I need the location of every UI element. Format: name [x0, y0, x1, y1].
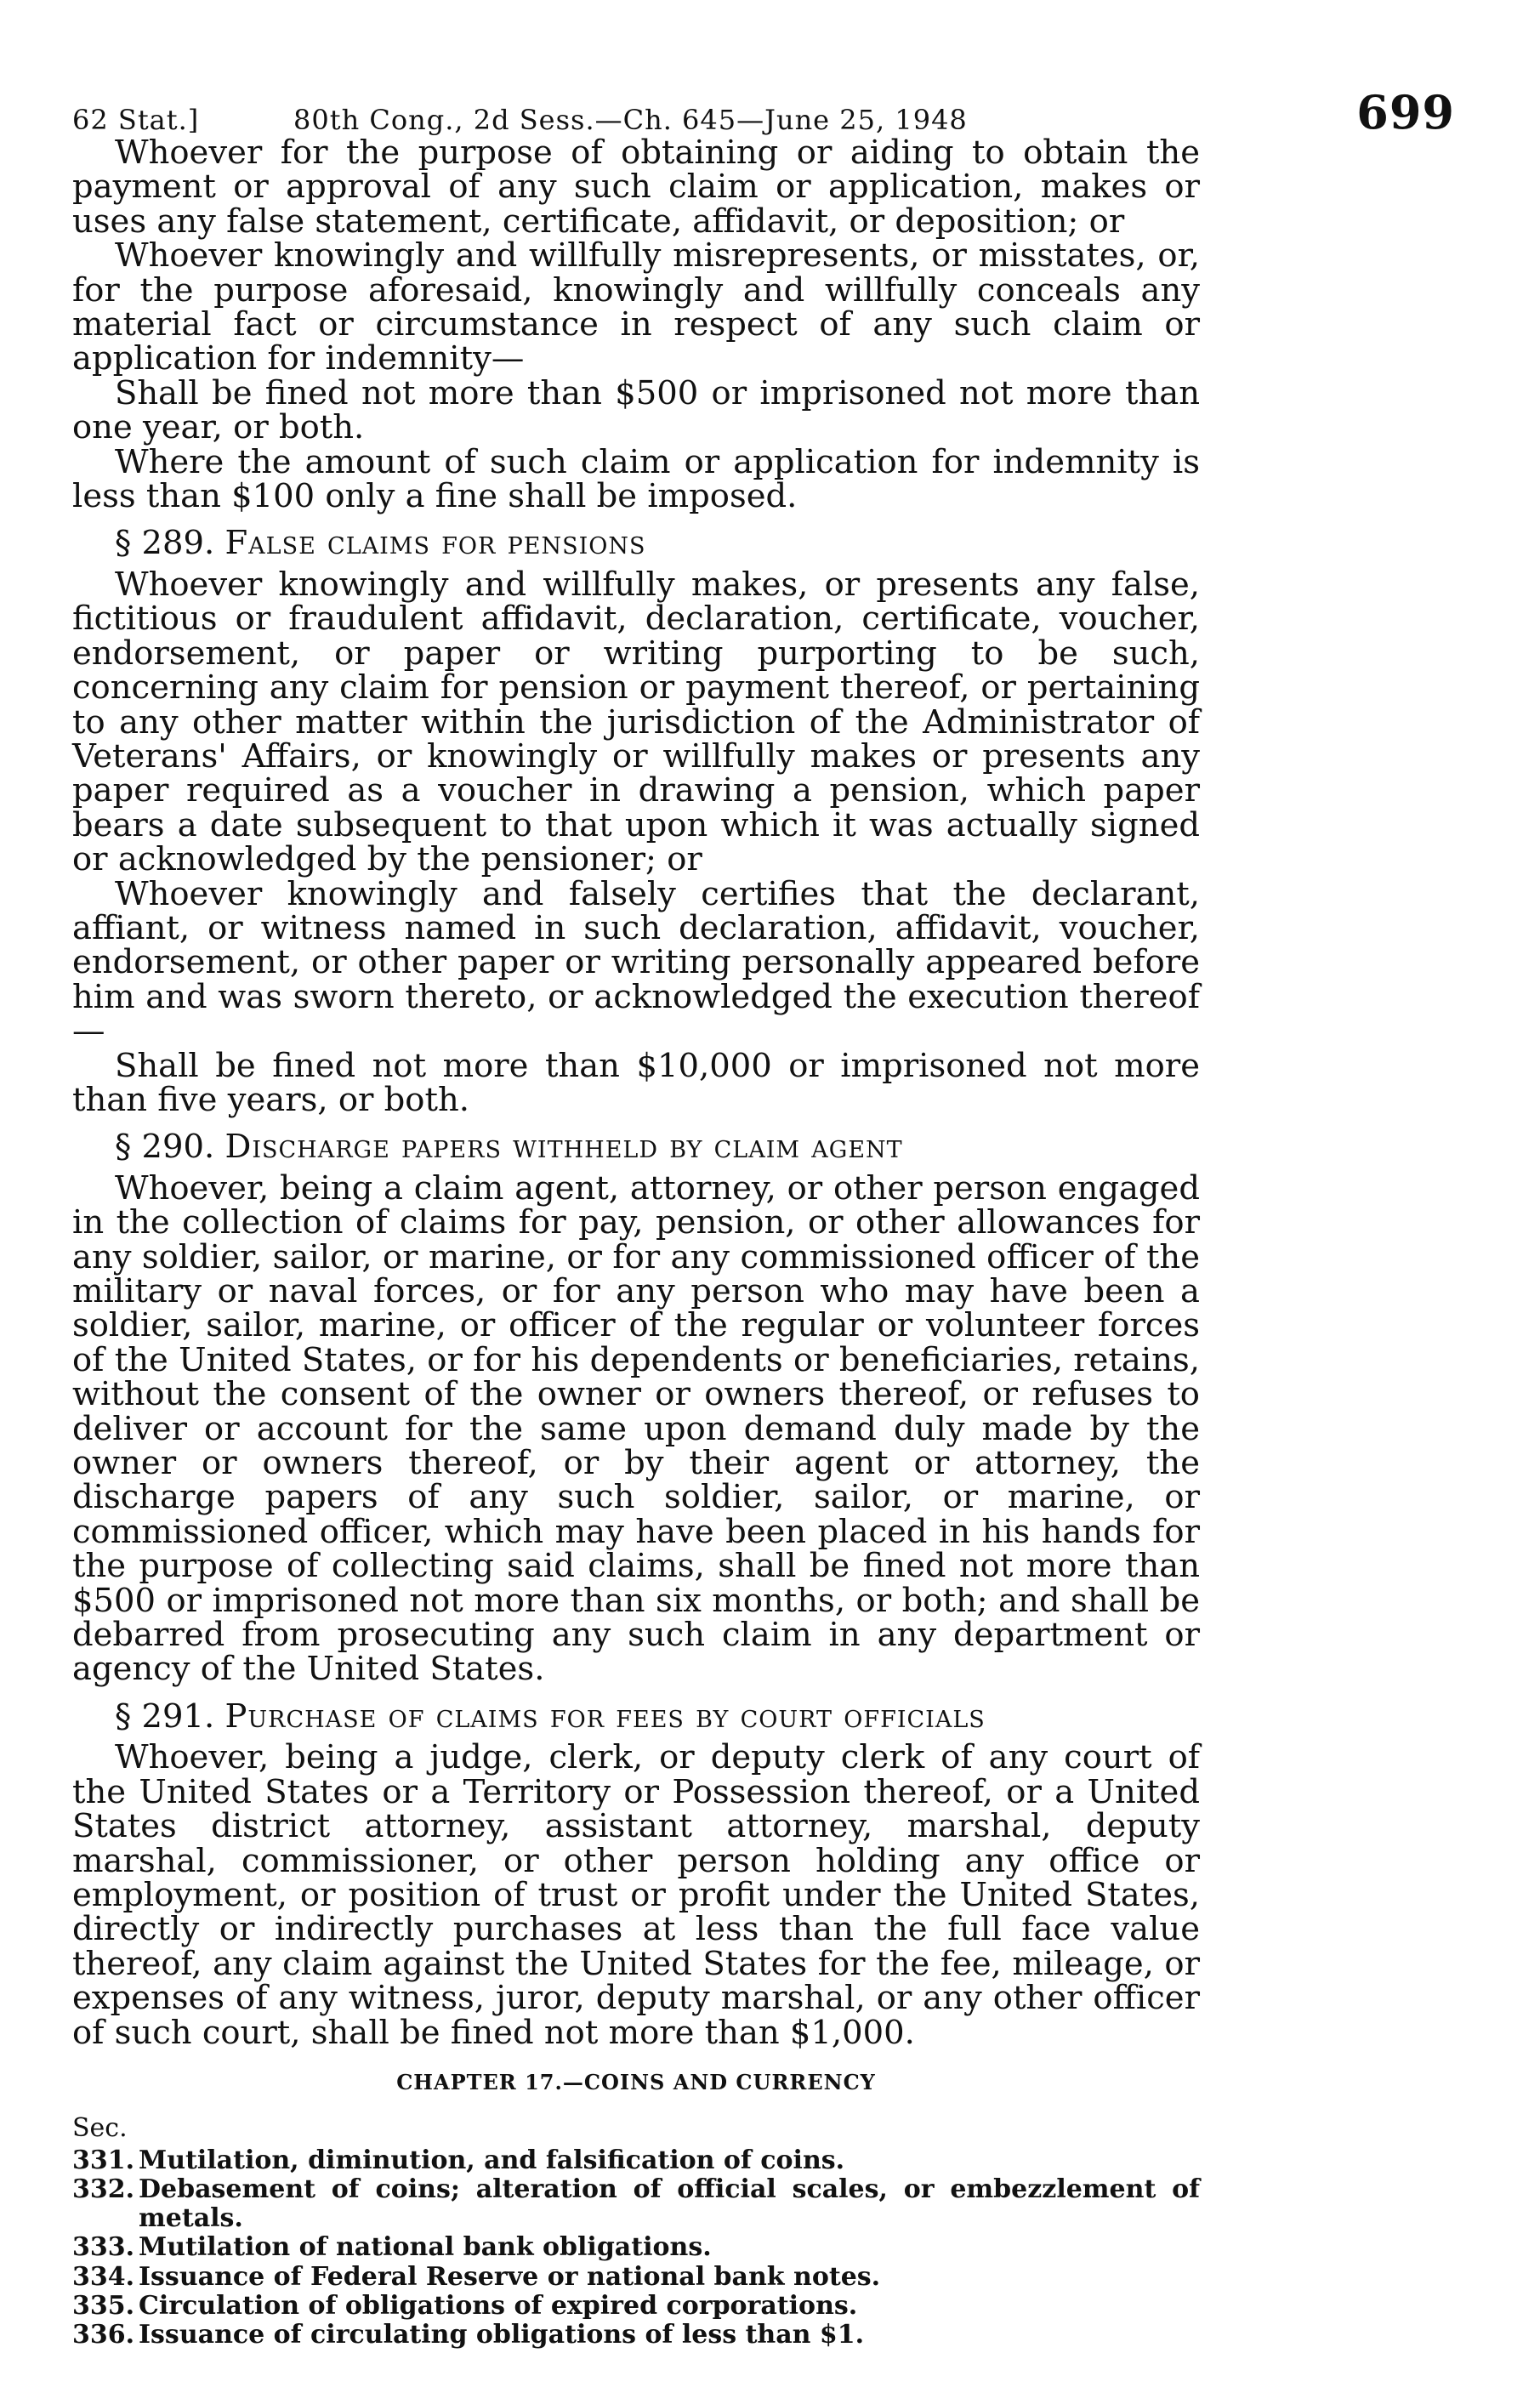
- item-text: Circulation of obligations of expired corporations.: [139, 2290, 858, 2321]
- statute-text: [72, 136, 1200, 2350]
- chapter-section-list: [72, 2146, 1200, 2350]
- item-text: Issuance of circulating obligations of less than $1.: [139, 2319, 865, 2350]
- paragraph: Where the amount of such claim or application for indemnity is less than $100 only a fine shall be imposed.: [72, 442, 1200, 516]
- section-number: § 290.: [115, 1128, 215, 1167]
- paragraph: Shall be fined not more than $10,000 or imprisoned not more than five years, or both.: [72, 1046, 1200, 1119]
- section-heading-290: [72, 1128, 1200, 1167]
- paragraph: Whoever for the purpose of obtaining or aiding to obtain the payment or approval of any such claim or application, makes or uses any false statement, certificate, affidavit, or deposition; or: [72, 134, 1200, 241]
- item-number: 331.: [72, 2145, 135, 2175]
- section-title: Discharge papers withheld by claim agent: [224, 1128, 903, 1167]
- item-number: 336.: [72, 2319, 135, 2350]
- section-title: Purchase of claims for fees by court officials: [224, 1696, 986, 1736]
- item-number: 333.: [72, 2232, 135, 2263]
- list-item: [72, 2233, 1200, 2262]
- page-number: 699: [1356, 85, 1455, 139]
- paragraph: Whoever knowingly and willfully makes, or presents any false, fictitious or fraudulent affidavit, declaration, certificate, voucher, endorsement, or paper or writing purporting to be such, concerning any claim for pension or payment thereof, or pertaining to any other matter within the jurisdiction of the Administrator of Veterans' Affairs, or knowingly or willfully makes or presents any paper required as a voucher in drawing a pension, which paper bears a date subsequent to that upon which it was actually signed or acknowledged by the pensioner; or: [72, 565, 1200, 879]
- list-item: [72, 2263, 1200, 2292]
- item-number: 332.: [72, 2174, 135, 2204]
- section-number: § 289.: [115, 524, 215, 563]
- item-text: Mutilation of national bank obligations.: [139, 2232, 712, 2263]
- section-heading-291: [72, 1696, 1200, 1736]
- paragraph: Whoever, being a judge, clerk, or deputy clerk of any court of the United States or a Territory or Possession thereof, or a United States district attorney, assistant attorney, marshal, deputy marshal, commissioner, or other person holding any office or employment, or position of trust or profit under the United States, directly or indirectly purchases at less than the full face value thereof, any claim against the United States for the fee, mileage, or expenses of any witness, juror, deputy marshal, or any other officer of such court, shall be fined not more than $1,000.: [72, 1738, 1200, 2052]
- list-item: [72, 2292, 1200, 2321]
- list-item: [72, 2321, 1200, 2350]
- sec-label: Sec.: [72, 2113, 128, 2144]
- header-session-info: 80th Cong., 2d Sess.—Ch. 645—June 25, 1948: [293, 104, 968, 136]
- paragraph: Shall be fined not more than $500 or imprisoned not more than one year, or both.: [72, 373, 1200, 447]
- section-heading-289: [72, 524, 1200, 563]
- paragraph: Whoever knowingly and falsely certifies that the declarant, affiant, or witness named in such declaration, affidavit, voucher, endorsement, or other paper or writing personally appeared before him and was sworn thereto, or acknowledged the execution thereof—: [72, 874, 1200, 1051]
- item-text: Debasement of coins; alteration of official scales, or embezzlement of metals.: [139, 2174, 1200, 2234]
- header-statute-ref: 62 Stat.]: [72, 104, 200, 136]
- section-title: False claims for pensions: [224, 524, 646, 563]
- list-item: [72, 2175, 1200, 2233]
- item-text: Issuance of Federal Reserve or national bank notes.: [139, 2261, 881, 2292]
- paragraph: Whoever knowingly and willfully misrepresents, or misstates, or, for the purpose aforesaid, knowingly and willfully conceals any material fact or circumstance in respect of any such claim or application for indemnity—: [72, 236, 1200, 378]
- item-number: 335.: [72, 2290, 135, 2321]
- paragraph: Whoever, being a claim agent, attorney, or other person engaged in the collection of claims for pay, pension, or other allowances for any soldier, sailor, or marine, or for any commissioned officer of the military or naval forces, or for any person who may have been a soldier, sailor, marine, or officer of the regular or volunteer forces of the United States, or for his dependents or beneficiaries, retains, without the consent of the owner or owners thereof, or refuses to deliver or account for the same upon demand duly made by the owner or owners thereof, or by their agent or attorney, the discharge papers of any such soldier, sailor, or marine, or commissioned officer, which may have been placed in his hands for the purpose of collecting said claims, shall be fined not more than $500 or imprisoned not more than six months, or both; and shall be debarred from prosecuting any such claim in any department or agency of the United States.: [72, 1168, 1200, 1689]
- item-text: Mutilation, diminution, and falsification of coins.: [139, 2145, 845, 2175]
- chapter-heading: CHAPTER 17.—COINS AND CURRENCY: [396, 2069, 876, 2094]
- section-number: § 291.: [115, 1696, 215, 1736]
- list-item: [72, 2146, 1200, 2175]
- item-number: 334.: [72, 2261, 135, 2292]
